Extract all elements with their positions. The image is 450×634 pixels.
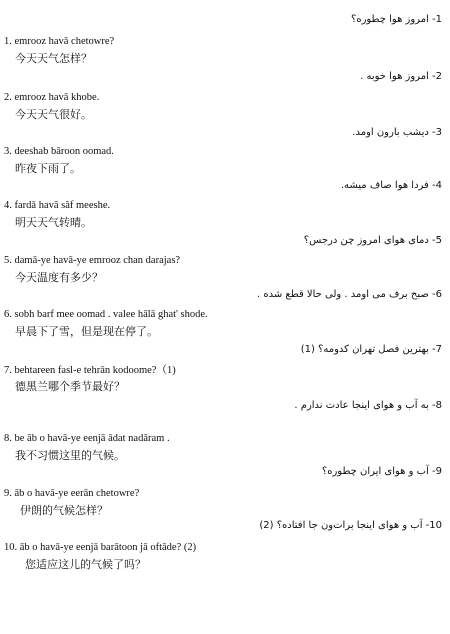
persian-sentence-6: 6- صبح برف می اومد . ولی حالا قطع شده .	[257, 289, 442, 300]
persian-sentence-8: 8- به آب و هوای اینجا عادت ندارم .	[294, 400, 442, 411]
persian-sentence-4: 4- فردا هوا صاف میشه.	[340, 180, 442, 191]
persian-sentence-9: 9- آب و هوای ایران چطوره؟	[321, 466, 442, 477]
transliteration-7: 7. behtareen fasl-e tehrān kodoome?（1)	[4, 365, 176, 376]
transliteration-1: 1. emrooz havā chetowre?	[4, 36, 115, 47]
chinese-translation-6: 早晨下了雪，但是现在停了。	[15, 325, 158, 338]
transliteration-6: 6. sobh barf mee oomad . valee hālā ghat' shode.	[4, 309, 208, 320]
persian-sentence-1: 1- امروز هوا چطوره؟	[351, 14, 442, 25]
chinese-translation-9: 伊朗的气候怎样？	[20, 504, 108, 517]
transliteration-4: 4. fardā havā sāf meeshe.	[4, 200, 111, 211]
persian-sentence-7: 7- بهترین فصل تهران کدومه؟ (1)	[300, 344, 442, 355]
persian-sentence-10: 10- آب و هوای اینجا برات‌ون جا افتاده؟ (2)	[259, 520, 442, 531]
chinese-translation-10: 您适应这儿的气候了吗？	[25, 558, 146, 571]
chinese-translation-1: 今天天气怎样？	[15, 52, 92, 65]
transliteration-2: 2. emrooz havā khobe.	[4, 92, 100, 103]
transliteration-5: 5. damā-ye havā-ye emrooz chan darajas?	[4, 255, 181, 266]
chinese-translation-2: 今天天气很好。	[15, 108, 92, 121]
chinese-translation-7: 德黑兰哪个季节最好？	[15, 380, 125, 393]
persian-sentence-5: 5- دمای هوای امروز چن درجس؟	[303, 235, 442, 246]
transliteration-8: 8. be āb o havā-ye eenjā ādat nadāram .	[4, 433, 170, 444]
chinese-translation-8: 我不习惯这里的气候。	[15, 449, 125, 462]
transliteration-9: 9. āb o havā-ye eerān chetowre?	[4, 488, 140, 499]
chinese-translation-3: 昨夜下雨了。	[15, 162, 81, 175]
chinese-translation-5: 今天温度有多少？	[15, 271, 103, 284]
persian-sentence-3: 3- دیشب بارون اومد.	[352, 127, 442, 138]
chinese-translation-4: 明天天气转晴。	[15, 216, 92, 229]
transliteration-10: 10. āb o havā-ye eenjā barātoon jā oftāde? (2)	[4, 542, 197, 553]
transliteration-3: 3. deeshab bāroon oomad.	[4, 146, 114, 157]
persian-sentence-2: 2- امروز هوا خوبه .	[360, 71, 442, 82]
